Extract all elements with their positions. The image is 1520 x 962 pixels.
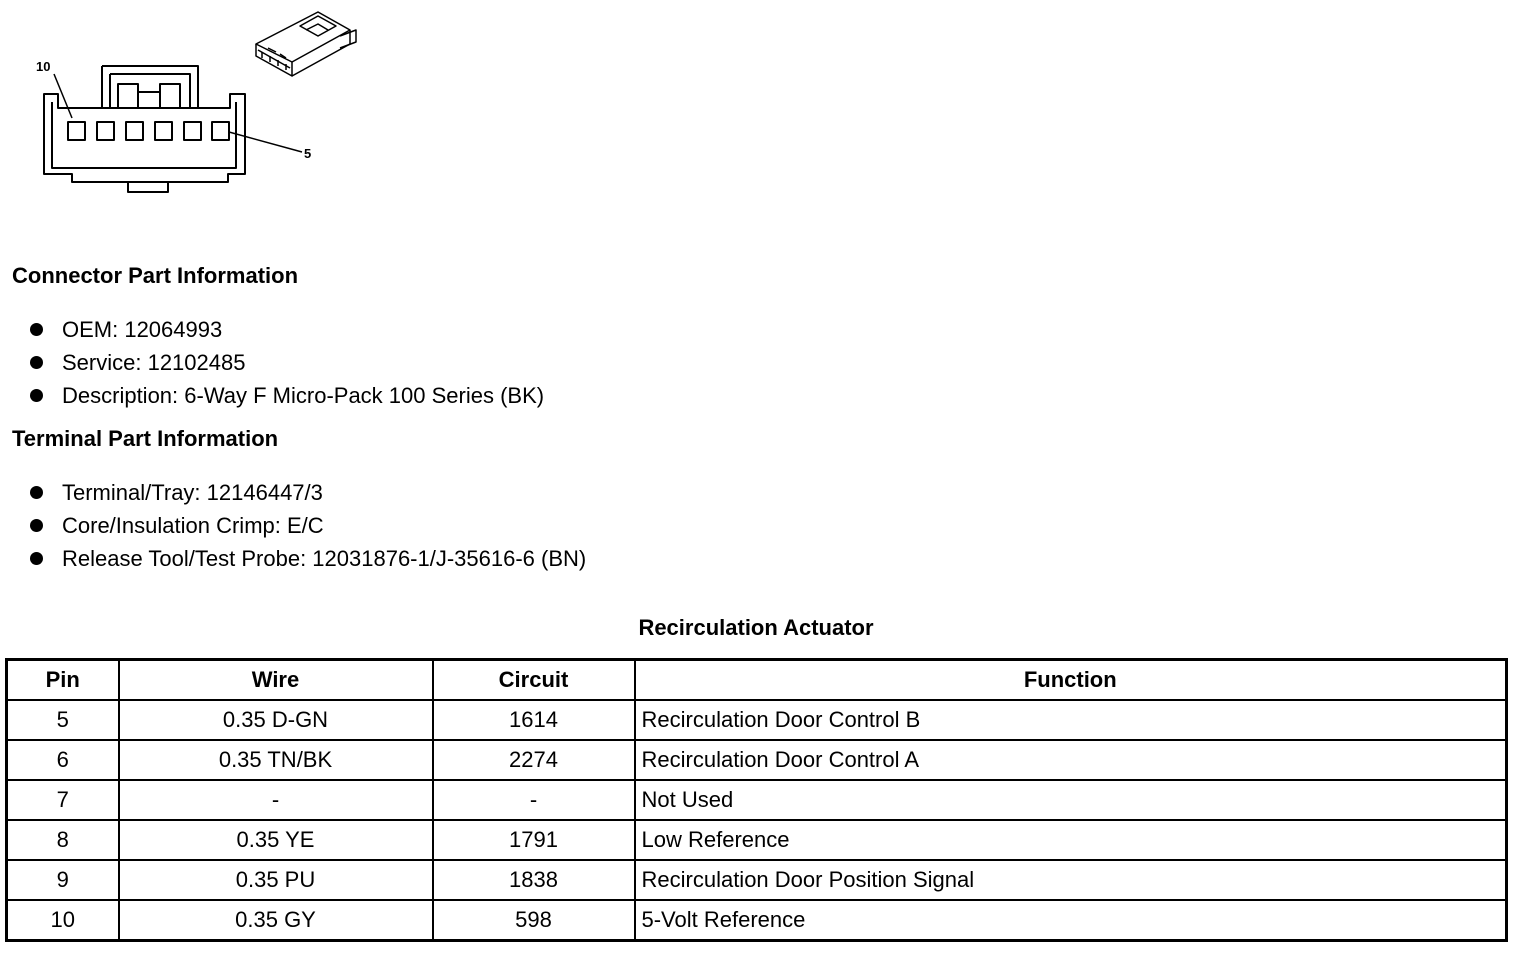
cell-circuit: 2274: [433, 740, 635, 780]
cell-function: 5-Volt Reference: [635, 900, 1507, 941]
cell-wire: 0.35 GY: [119, 900, 433, 941]
cell-circuit: 1614: [433, 700, 635, 740]
cell-function: Recirculation Door Control A: [635, 740, 1507, 780]
cell-function: Not Used: [635, 780, 1507, 820]
table-header-row: [7, 660, 1507, 701]
cell-function: Recirculation Door Position Signal: [635, 860, 1507, 900]
bullet-icon: [30, 552, 43, 565]
header-circuit: Circuit: [433, 660, 635, 701]
connector-part-info-title: Connector Part Information: [12, 263, 299, 288]
bullet-icon: [30, 519, 43, 532]
connector-oem: OEM: 12064993: [62, 317, 223, 342]
cell-pin: 5: [7, 700, 119, 740]
table-row: [7, 820, 1507, 860]
cell-function: Low Reference: [635, 820, 1507, 860]
cell-circuit: 598: [433, 900, 635, 941]
table-row: [7, 740, 1507, 780]
connector-face-drawing: [0, 0, 380, 210]
list-item: [0, 346, 544, 379]
header-wire: Wire: [119, 660, 433, 701]
bullet-icon: [30, 486, 43, 499]
pin-label-10: 10: [36, 59, 51, 74]
bullet-icon: [30, 323, 43, 336]
list-item: [0, 542, 586, 575]
cell-pin: 10: [7, 900, 119, 941]
connector-part-info-list: [0, 313, 544, 412]
cell-circuit: 1838: [433, 860, 635, 900]
terminal-release-tool: Release Tool/Test Probe: 12031876-1/J-35616-6 (BN): [62, 546, 587, 571]
terminal-crimp: Core/Insulation Crimp: E/C: [62, 513, 324, 538]
list-item: [0, 379, 544, 412]
cell-pin: 8: [7, 820, 119, 860]
cell-wire: 0.35 D-GN: [119, 700, 433, 740]
cell-wire: 0.35 PU: [119, 860, 433, 900]
cell-function: Recirculation Door Control B: [635, 700, 1507, 740]
terminal-tray: Terminal/Tray: 12146447/3: [62, 480, 323, 505]
list-item: [0, 509, 586, 542]
header-pin: Pin: [7, 660, 119, 701]
cell-pin: 9: [7, 860, 119, 900]
table-title: Recirculation Actuator: [638, 615, 874, 640]
connector-service: Service: 12102485: [62, 350, 246, 375]
list-item: [0, 476, 586, 509]
table-row: [7, 860, 1507, 900]
bullet-icon: [30, 389, 43, 402]
cell-pin: 7: [7, 780, 119, 820]
bullet-icon: [30, 356, 43, 369]
connector-isometric-drawing: [256, 12, 356, 76]
pin-label-5: 5: [304, 146, 312, 161]
table-row: [7, 900, 1507, 941]
cell-wire: -: [119, 780, 433, 820]
table-row: [7, 780, 1507, 820]
cell-pin: 6: [7, 740, 119, 780]
cell-wire: 0.35 YE: [119, 820, 433, 860]
connector-description: Description: 6-Way F Micro-Pack 100 Series (BK): [62, 383, 545, 408]
header-function: Function: [635, 660, 1507, 701]
terminal-part-info-title: Terminal Part Information: [12, 426, 279, 451]
cell-circuit: 1791: [433, 820, 635, 860]
cell-circuit: -: [433, 780, 635, 820]
connector-diagram: [0, 0, 380, 210]
table-row: [7, 700, 1507, 740]
terminal-part-info-list: [0, 476, 586, 575]
cell-wire: 0.35 TN/BK: [119, 740, 433, 780]
list-item: [0, 313, 544, 346]
pinout-table: [5, 658, 1508, 942]
